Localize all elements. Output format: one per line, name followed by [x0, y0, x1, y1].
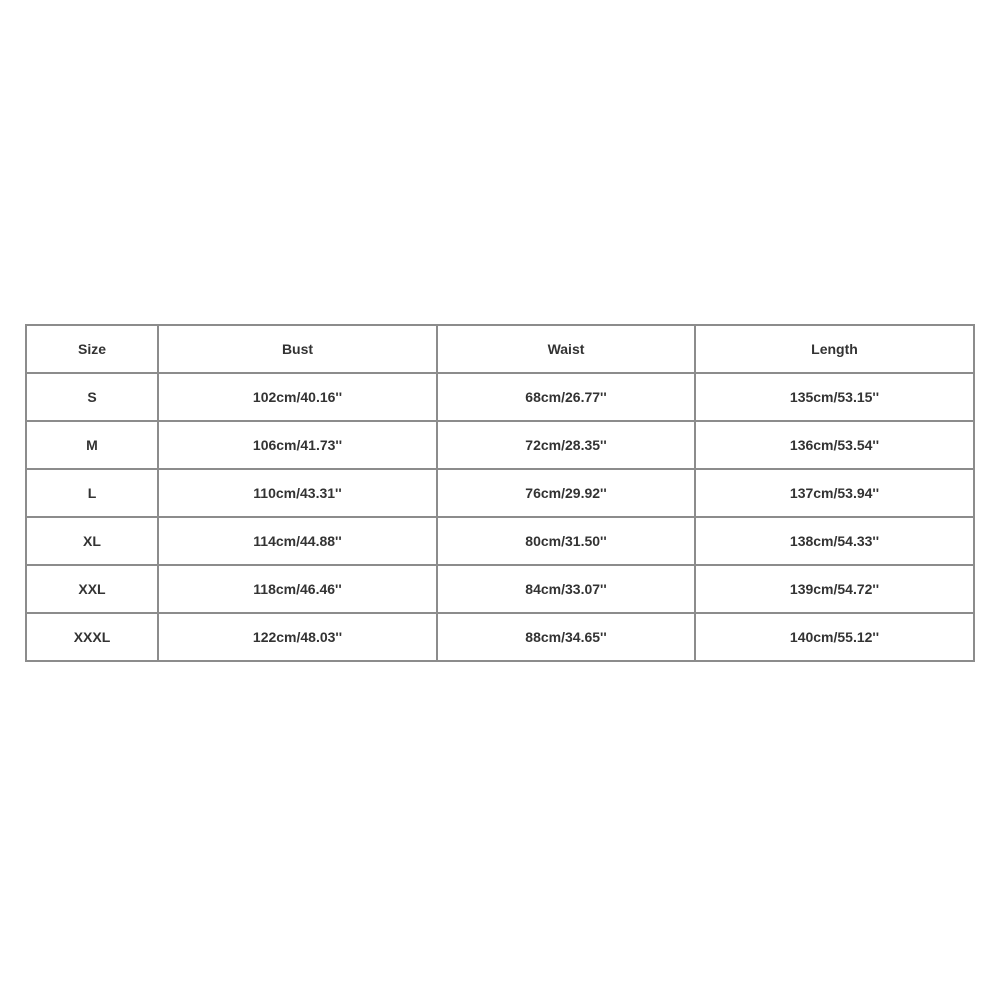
size-cell: M: [26, 421, 158, 469]
header-size: Size: [26, 325, 158, 373]
header-length: Length: [695, 325, 974, 373]
bust-cell: 110cm/43.31'': [158, 469, 437, 517]
waist-cell: 80cm/31.50'': [437, 517, 695, 565]
length-cell: 135cm/53.15'': [695, 373, 974, 421]
size-cell: XXL: [26, 565, 158, 613]
size-cell: S: [26, 373, 158, 421]
header-waist: Waist: [437, 325, 695, 373]
header-bust: Bust: [158, 325, 437, 373]
table-row: [26, 421, 974, 469]
waist-cell: 84cm/33.07'': [437, 565, 695, 613]
bust-cell: 122cm/48.03'': [158, 613, 437, 661]
table-row: [26, 613, 974, 661]
length-cell: 140cm/55.12'': [695, 613, 974, 661]
table-row: [26, 469, 974, 517]
table-row: [26, 565, 974, 613]
waist-cell: 72cm/28.35'': [437, 421, 695, 469]
table-header-row: [26, 325, 974, 373]
size-cell: XXXL: [26, 613, 158, 661]
size-cell: XL: [26, 517, 158, 565]
waist-cell: 88cm/34.65'': [437, 613, 695, 661]
waist-cell: 76cm/29.92'': [437, 469, 695, 517]
size-chart-table: [25, 324, 975, 662]
bust-cell: 106cm/41.73'': [158, 421, 437, 469]
length-cell: 136cm/53.54'': [695, 421, 974, 469]
waist-cell: 68cm/26.77'': [437, 373, 695, 421]
table-row: [26, 517, 974, 565]
size-cell: L: [26, 469, 158, 517]
length-cell: 138cm/54.33'': [695, 517, 974, 565]
bust-cell: 118cm/46.46'': [158, 565, 437, 613]
table-row: [26, 373, 974, 421]
length-cell: 137cm/53.94'': [695, 469, 974, 517]
bust-cell: 102cm/40.16'': [158, 373, 437, 421]
length-cell: 139cm/54.72'': [695, 565, 974, 613]
bust-cell: 114cm/44.88'': [158, 517, 437, 565]
